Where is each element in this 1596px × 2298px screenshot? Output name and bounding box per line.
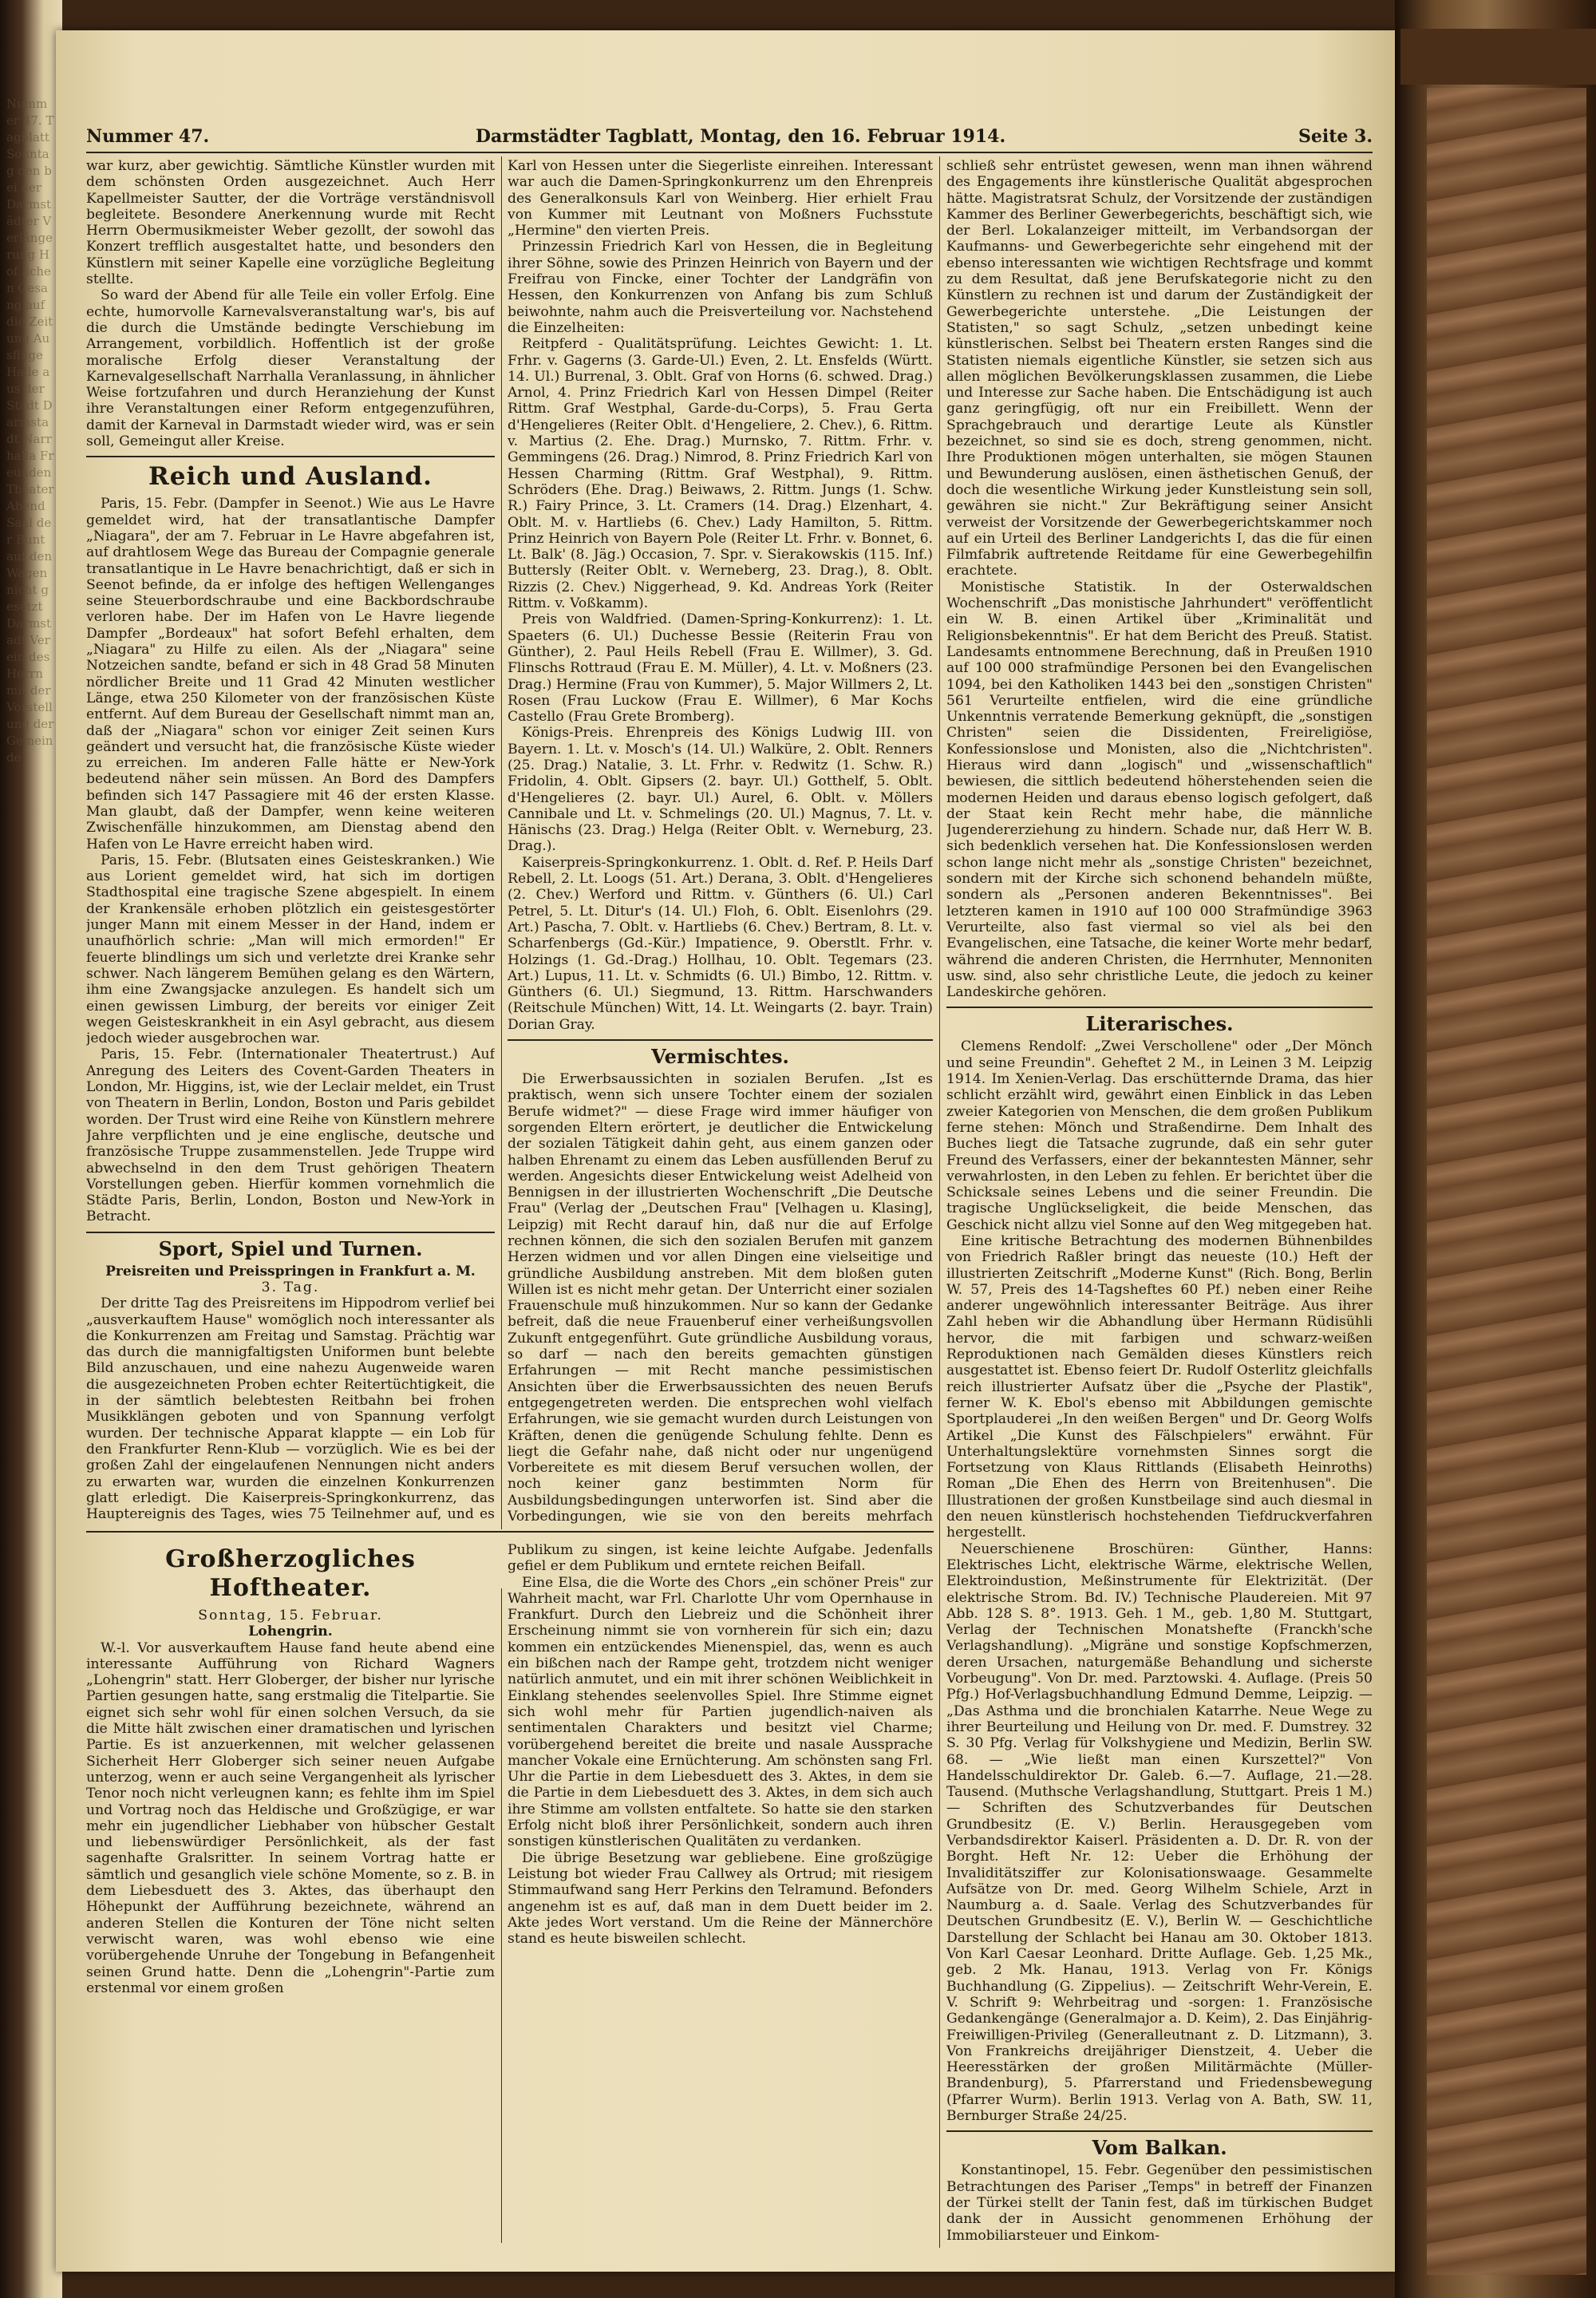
column-rule-2: [939, 156, 940, 2248]
column-2: [508, 158, 933, 1525]
article-paragraph: schließ sehr entrüstet gewesen, wenn man ihnen während des Engagements ihre künstlerische Qualität abgesprochen hätte. Magistratsrat Schulz, der Vorsitzende der zuständigen Kammer des Berliner Gewerbegerichts, beschäftigt sich, wie der Berl. Lokalanzeiger mitteilt, im Verbandsorgan der Kaufmanns- und Gewerbegerichte sehr eingehend mit der ebenso interessanten wie wichtigen Rechtsfrage und kommt zu dem Resultat, daß jene Berufskategorie nicht zu den Künstlern zu rechnen ist und darum der Zuständigkeit der Gewerbegerichte unterstehe. „Die Leistungen der Statisten," so sagt Schulz, „setzen unbedingt keine künstlerischen. Selbst bei Theatern ersten Ranges sind die Statisten niemals eigentliche Künstler, sie setzen sich aus allen möglichen Bevölkerungsklassen zusammen, die Liebe und Interesse zur Sache haben. Die Entschädigung ist auch ganz geringfügig, oft nur ein Freibillett. Wenn der Sprachgebrauch und derartige Leute als Künstler bezeichnet, so sind sie es doch, streng genommen, nicht. Ihre Produktionen mögen unterhalten, sie mögen Staunen und Bewunderung auslösen, einen ästhetischen Genuß, der doch die wesentliche Wirkung jeder Kunstleistung sein soll, gewähren sie nicht." Zur Bekräftigung seiner Ansicht verweist der Vorsitzende der Gewerbegerichtskammer noch auf ein Urteil des Berliner Landgerichts I, das die für einen Filmfabrik auftretende Reitdame für eine Gewerbegehilfin erachtete.: [946, 158, 1373, 579]
section-divider: [946, 1007, 1373, 1008]
sport-subtitle: Preisreiten und Preisspringen in Frankfurt a. M.: [105, 1263, 476, 1280]
literary-item: Eine kritische Betrachtung des modernen Bühnenbildes von Friedrich Raßler bringt das neueste (10.) Heft der illustrierten Zeitschrift „Moderne Kunst" (Rich. Bong, Berlin W. 57, Preis des 14-Tagsheftes 60 Pf.) neben einer Reihe anderer ungewöhnlich interessanter Beiträge. Aus ihrer Zahl heben wir die Abhandlung über Hermann Rüdisühli hervor, die mit farbigen und schwarz-weißen Reproduktionen nach Gemälden dieses Künstlers reich ausgestattet ist. Ebenso feiert Dr. Rudolf Osterlitz gleichfalls reich illustrierter Aufsatz über die „Psyche der Plastik", ferner W. K. Ebol's ebenso mit Abbildungen gemischte Sportplauderei „In den weißen Bergen" und Dr. Georg Wolfs Artikel „Die Kunst des Fälschpielers" erwähnt. Für Unterhaltungslektüre vornehmsten Sinnes sorgt die Fortsetzung von Klaus Rittlands (Elisabeth Heinroths) Roman „Die Ehen des Herrn von Breitenhusen". Die Illustrationen der großen Kunstbeilage sind auch diesmal in den neuen künstlerisch hochstehenden Tiefdruckverfahren hergestellt.: [946, 1233, 1373, 1541]
results-list: Reitpferd - Qualitätsprüfung. Leichtes Gewicht: 1. Lt. Frhr. v. Gagerns (3. Garde-Ul.) Even, 2. Lt. Ensfelds (Württ. 14. Ul.) Burrenal, 3. Oblt. Graf von Horns (6. schwed. Drag.) Arnol, 4. Prinz Friedrich Karl von Hessen Dimpel (Reiter Rittm. Graf Westphal, Garde-du-Corps), 5. Frau Gerta d'Hengelieres (Reiter Oblt. d'Hengeliere, 2. Chev.), 6. Rittm. v. Martius (2. Ehe. Drag.) Murnsko, 7. Rittm. Frhr. v. Gemmingens (26. Drag.) Nimrod, 8. Prinz Friedrich Karl von Hessen Charming (Rittm. Graf Westphal), 9. Rittm. Schröders (Ehe. Drag.) Beiwaws, 2. Rittm. Jungs (1. Schw. R.) Fairy Prince, 3. Lt. Cramers (14. Drag.) Elzenhart, 4. Oblt. M. v. Hartliebs (6. Chev.) Lady Hamilton, 5. Rittm. Prinz Heinrich von Bayern Pole (Reiter Lt. Frhr. v. Bonnet, 6. Lt. Balk' (8. Jäg.) Occasion, 7. Spr. v. Sierakowskis (115. Inf.) Buttersly (Reiter Oblt. v. Werneberg, 23. Drag.), 8. Oblt. Rizzis (2. Chev.) Niggerhead, 9. Kd. Andreas York (Reiter Rittm. v. Voßkamm).: [508, 336, 933, 612]
section-title-vom-balkan: Vom Balkan.: [1092, 2136, 1227, 2160]
marbled-cover: [1427, 88, 1586, 2275]
theater-date: Sonntag, 15. Februar.: [198, 1608, 383, 1624]
balkan-item: Konstantinopel, 15. Febr. Gegenüber den pessimistischen Betrachtungen des Pariser „Temps" in betreff der Finanzen der Türkei stellt der Tanin fest, daß im türkischen Budget dank der in Aussicht genommenen Erhöhung der Immobiliarsteuer und Einkom-: [946, 2162, 1373, 2243]
misc-item: Die Erwerbsaussichten in sozialen Berufen. „Ist es praktisch, wenn sich unsere Tochter einem der sozialen Berufe widmet?" — diese Frage wird immer häufiger von sorgenden Eltern erörtert, je deutlicher die Entwickelung der sozialen Tätigkeit dahin geht, aus einem ganzen oder halben Ehrenamt zu einem das Leben ausfüllenden Beruf zu werden. Angesichts dieser Entwickelung weist Adelheid von Bennigsen in der illustrierten Wochenschrift „Die Deutsche Frau" (Verlag der „Deutschen Frau" [Velhagen u. Klasing], Leipzig) mit Recht darauf hin, daß nur die auf Erfolge rechnen können, die sich den sozialen Berufen mit ganzem Herzen widmen und vor allen Dingen eine vielseitige und gründliche Ausbildung anstreben. Mit dem bloßen guten Willen ist es nicht mehr getan. Der Unterricht einer sozialen Frauenschule muß hinzukommen. Nur so kann der Gedanke befreit, daß die neue Frauenberuf einer verheißungsvollen Zukunft entgegenführt. Gute gründliche Ausbildung voraus, so darf — nach den bereits gemachten günstigen Erfahrungen — mit Recht manche pessimistischen Ansichten über die Erwerbsaussichten des neuen Berufs entgegengetreten werden. Die entsprechen wohl vielfach Erfahrungen, wie sie gemacht wurden durch Leistungen von Kräften, denen die genügende Schulung fehlte. Denn es liegt die Gefahr nahe, daß nicht oder nur ungenügend Vorbereitete es mit diesem Beruf versuchen wollen, der noch keiner ganz bestimmten Norm für Ausbildungsbedingungen unterworfen ist. Sind aber die Vorbedingungen, wie sie von den bereits mehrfach: [508, 1071, 933, 1525]
literary-item: Clemens Rendolf: „Zwei Verschollene" oder „Der Mönch und seine Freundin". Geheftet 2 M., in Leinen 3 M. Leipzig 1914. Im Xenien-Verlag. Das erschütternde Drama, das hier schlicht erzählt wird, gewährt einen Einblick in das Leben zweier Kategorien von Menschen, die dem großen Publikum ferne stehen: Mönch und Straßendirne. Dem Inhalt des Buches liegt die Tatsache zugrunde, daß ein sehr guter Freund des Verfassers, einer der bekanntesten Männer, sehr verwahrlosten, in den Leben zu fehlen. Er berichtet über die Schicksale seines Lebens und die seiner Freundin. Die tragische Unglückseligkeit, die beide Menschen, das Geschick nicht allzu viel Sonne auf den Weg mitgegeben hat.: [946, 1038, 1373, 1233]
article-paragraph: So ward der Abend für alle Teile ein voller Erfolg. Eine echte, humorvolle Karnevalsveranstaltung war's, bis auf die durch die Umstände bedingte Verschiebung im Arrangement, vorbildlich. Hoffentlich ist der große moralische Erfolg dieser Veranstaltung der Karnevalgesellschaft Narrhalla Veranlassung, in ähnlicher Weise fortzufahren und durch Heranziehung der Kunst ihre Veranstaltungen einer Reform entgegenzuführen, damit der Karneval in Darmstadt wieder wird, was er sein soll, Gemeingut aller Kreise.: [86, 287, 495, 450]
sport-report: Der dritte Tag des Preisreitens im Hippodrom verlief bei „ausverkauftem Hause" womöglich noch interessanter als die Konkurrenzen am Freitag und Samstag. Prächtig war das durch die mannigfaltigsten Uniformen bunt belebte Bild anzuschauen, und eine nahezu Augenweide waren die ausgezeichneten Proben echter Reitertüchtigkeit, die in der sämtlich belebtesten Reitbahn bei frohen Musikklängen geboten und von Spannung verfolgt wurden. Der technische Apparat klappte — ein Lob für den Frankfurter Renn-Klub — vorzüglich. Wie es bei der großen Zahl der eingelaufenen Nennungen nicht anders zu erwarten war, wurden die einzelnen Konkurrenzen glatt erledigt. Die Kaiserpreis-Springkonkurrenz, das Hauptereignis des Tages, wies 75 Teilnehmer auf, und es: [86, 1295, 495, 1523]
page-header: [86, 120, 1373, 153]
news-item: Paris, 15. Febr. (Internationaler Theatertrust.) Auf Anregung des Leiters des Covent-Garden Theaters in London, Mr. Higgins, ist, wie der Leclair meldet, ein Trust von Theatern in Berlin, London, Boston und Paris gebildet worden. Der Trust wird eine Reihe von Künstlern mehrere Jahre verpflichten und je eine englische, deutsche und französische Truppe zusammenstellen. Jede Truppe wird abwechselnd in den dem Trust gehörigen Theatern Vorstellungen geben. Hierfür kommen vornehmlich die Städte Paris, Berlin, London, Boston und New-York in Betracht.: [86, 1046, 495, 1225]
issue-number: Nummer 47.: [86, 126, 210, 147]
section-divider: [508, 1039, 933, 1041]
column-rule-1: [501, 156, 502, 1529]
theater-block-right: [508, 1542, 933, 2245]
article-paragraph: Monistische Statistik. In der Osterwaldschen Wochenschrift „Das monistische Jahrhundert" veröffentlicht ein W. B. einen Artikel über „Kriminalität und Religionsbekenntnis". Er hat dem Bericht des Preuß. Statist. Landesamts entnommene Berechnung, daß in Preußen 1910 auf 100 000 strafmündige Personen bei den Evangelischen 1094, bei den Katholiken 1443 bei den „sonstigen Christen" 561 Verurteilte entfielen, wird die eine gründliche Unkenntnis verratende Bemerkung geknüpft, die „sonstigen Christen" seien die Dissidenten, Freireligiöse, Konfessionslose und Monisten, also die „Nichtchristen". Hieraus wird dann „logisch" und „wissenschaftlich" bewiesen, die sittlich bedeutend höherstehenden seien die modernen Heiden und daraus ebenso logisch gefolgert, daß der Staat kein Recht mehr habe, die männliche Jugendererziehung zu hindern. Schade nur, daß Herr W. B. sich bedenklich versehen hat. Die Konfessionslosen werden schon lange nicht mehr als „sonstige Christen" bezeichnet, sondern mit der Kirche sich schonend behandeln müßte, sondern als „Personen anderen Bekenntnisses". Bei letzteren kamen in 1910 auf 100 000 Strafmündige 3963 Verurteilte, also fast viermal so viel als bei den Evangelischen, eine Tatsache, die keiner Worte mehr bedarf, während die anderen Christen, die Herrnhuter, Mennoniten usw. sind, also sehr christliche Leute, die jedoch zu keiner Landeskirche gehören.: [946, 579, 1373, 1001]
column-rule-3: [501, 1588, 502, 2243]
news-item: Paris, 15. Febr. (Dampfer in Seenot.) Wie aus Le Havre gemeldet wird, hat der transatlantische Dampfer „Niagara", der am 7. Februar in Le Havre abgefahren ist, auf drahtlosem Wege das Bureau der Compagnie generale transatlantique in Le Havre benachrichtigt, daß er sich in Seenot befinde, da er infolge des heftigen Wellenganges seine Steuerbordschraube und eine Backbordschraube verloren habe. Der im Hafen von Le Havre liegende Dampfer „Bordeaux" hat sofort Befehl erhalten, dem „Niagara" zu Hilfe zu eilen. Als der „Niagara" seine Notzeichen sandte, befand er sich in 48 Grad 58 Minuten nördlicher Breite und 11 Grad 42 Minuten westlicher Länge, etwa 250 Kilometer von der französischen Küste entfernt. Auf dem Bureau der Gesellschaft nimmt man an, daß der „Niagara" schon vor einiger Zeit seinen Kurs geändert und versucht hat, die französische Küste wieder zu erreichen. Im anderen Falle hätte er New-York bedeutend näher sein müssen. An Bord des Dampfers befinden sich 147 Passagiere mit 46 der ersten Klasse. Man glaubt, daß der Dampfer, wenn keine weiteren Zwischenfälle hinzukommen, am Dienstag abend den Hafen von Le Havre erreicht haben wird.: [86, 496, 495, 852]
section-title-literarisches: Literarisches.: [1085, 1012, 1234, 1036]
section-divider: [946, 2130, 1373, 2132]
theater-top-rule: [86, 1531, 934, 1533]
theater-review: W.-l. Vor ausverkauftem Hause fand heute abend eine interessante Aufführung von Richard Wagners „Lohengrin" statt. Herr Globerger, der bisher nur lyrische Partien gesungen hatte, sang erstmalig die Titelpartie. Sie eignet sich sehr wohl für einen solchen Versuch, da sie die Mitte hält zwischen einer dramatischen und lyrischen Partie. Es ist anzuerkennen, mit welcher gelassenen Sicherheit Herr Globerger sich seiner neuen Aufgabe unterzog, wenn er auch seine Vergangenheit als lyrischer Tenor noch nicht verleugnen kann; es fehlte ihm im Spiel und Vortrag noch das Heldische und Großzügige, er war mehr ein jugendlicher Liebhaber von hübscher Gestalt und liebenswürdiger Persönlichkeit, als der fast sagenhafte Gralsritter. In seinem Vortrag hatte er sämtlich und gesanglich viele schöne Momente, so z. B. in dem Liebesduett des 3. Aktes, das überhaupt den Höhepunkt der Aufführung bezeichnete, während an anderen Stellen die Konturen der Töne nicht selten verwischt waren, was wohl ebenso wie eine vorübergehende Unruhe der Tongebung in Befangenheit seinen Grund hatte. Denn die „Lohengrin"-Partie zum erstenmal vor einem großen: [86, 1639, 495, 1996]
column-3: [946, 158, 1373, 2243]
section-title-hoftheater: Großherzogliches Hoftheater.: [165, 1545, 416, 1602]
results-list: Preis von Waldfried. (Damen-Spring-Konkurrenz): 1. Lt. Spaeters (6. Ul.) Duchesse Bessie (Reiterin Frau von Günther), 2. Paul Heils Rebell (Frau E. Willmer), 3. Gd. Flinschs Rottraud (Frau E. M. Müller), 4. Lt. v. Moßners (23. Drag.) Hermine (Frau von Kummer), 5. Major Willmers 2, Lt. Rosen (Frau Luckow (Frau E. Willmer), 6 Mar Kochs Castello (Frau Grete Bromberg).: [508, 611, 933, 726]
theater-play-title: Lohengrin.: [248, 1624, 333, 1640]
column-1: [86, 158, 495, 1523]
theater-review-paragraph: Eine Elsa, die die Worte des Chors „ein schöner Preis" zur Wahrheit macht, war Frl. Charlotte Uhr vom Opernhause in Frankfurt. Durch den Liebreiz und die Schönheit ihrer Erscheinung nimmt sie von vornherein für sich ein; dazu kommen ein entzückendes Mienenspiel, das, wenn es auch ein bißchen nach der Rampe geht, trotzdem nicht weniger natürlich anmutet, und ein mit ihrer schönen Weiblichkeit in Einklang stehendes seelenvolles Spiel. Ihre Stimme eignet sich wohl mehr für Partien jugendlich-naiven als sentimentalen Charakters und besitzt viel Charme; vorübergehend bereitet die breite und nasale Aussprache mancher Vokale eine Ernüchterung. Am schönsten sang Frl. Uhr die Partie in dem Liebesduett des 3. Aktes, in dem sie die Partie in dem Liebesduett des 3. Aktes, in dem sich auch ihre Stimme am vollsten entfaltete. So hatte sie den starken Erfolg nicht bloß ihrer Persönlichkeit, sondern auch ihren sonstigen künstlerischen Qualitäten zu verdanken.: [508, 1574, 933, 1850]
page-number: Seite 3.: [1298, 126, 1373, 147]
section-divider: [86, 456, 495, 457]
adjacent-page-edge-text: Nummer 47. Tagblatt Sonntag den bei der Darmstädter Verlängerung Hof lichen Gesang auf die Zeitung Ausflüge Halle aus der Stadt Darmstadt Narrhalla Freunden Theater Abend Saal der Bunt auf den Wagen nicht gesetzt Darmstadt Verein des Herrn mit der Vorstellung der Gemeinde: [6, 97, 54, 765]
sport-report-paragraph: Prinzessin Friedrich Karl von Hessen, die in Begleitung ihrer Söhne, sowie des Prinzen Heinrich von Bayern und der Freifrau von Fincke, einer Tochter der Landgräfin von Hessen, den Konkurrenzen von Anfang bis zum Schluß beiwohnte, nahm auch die Preisverteilung vor. Nachstehend die Einzelheiten:: [508, 239, 933, 336]
book-binding-left: [0, 0, 62, 2298]
section-title-reich-und-ausland: Reich und Ausland.: [148, 462, 433, 492]
literary-item: Neuerschienene Broschüren: Günther, Hanns: Elektrisches Licht, elektrische Wärme, elektrische Wellen, Elektroindustion, Meßinstrumente für Elektrizität. (Der elektrische Strom. Bd. IV.) Technische Plaudereien. Mit 97 Abb. 128 S. 8°. 1913. Geh. 1 M., geb. 1,80 M. Stuttgart, Verlag der Technischen Monatshefte (Franckh'sche Verlagshandlung). „Migräne und sonstige Kopfschmerzen, deren Ursachen, naturgemäße Behandlung und sicherste Vorbeugung". Von Dr. med. Parztowski. 4. Auflage. (Preis 50 Pfg.) Hof-Verlagsbuchhandlung Edmund Demme, Leipzig. — „Das Asthma und die bronchialen Katarrhe. Neue Wege zu ihrer Beurteilung und Heilung von Dr. med. F. Dumstrey. 32 S. 30 Pfg. Verlag für Volkshygiene und Medizin, Berlin SW. 68. — „Wie ließt man einen Kurszettel?" Von Handelsschuldirektor Dr. Galeb. 6.—7. Auflage, 21.—28. Tausend. (Muthsche Verlagshandlung, Stuttgart. Preis 1 M.) — Schriften des Schutzverbandes für Deutschen Grundbesitz (E. V.) Berlin. Herausgegeben vom Verbandsdirektor Kaiserl. Präsidenten a. D. Dr. R. von der Borght. Heft Nr. 12: Ueber die Erhöhung der Invaliditätsziffer zur Kolonisationswaage. Gesammelte Aufsätze von Dr. med. Georg Wilhelm Schiele, Arzt in Naumburg a. d. Saale. Verlag des Schutzverbandes für Deutschen Grundbesitz (E. V.), Berlin W. — Geschichtliche Darstellung der Schlacht bei Hanau am 30. Oktober 1813. Von Karl Caesar Leonhard. Dritte Auflage. Geb. 1,25 Mk., geb. 2 Mk. Hanau, 1913. Verlag von Fr. Königs Buchhandlung (G. Zippelius). — Zeitschrift Wehr-Verein, E. V. Schrift 9: Wehrbeitrag und -sorgen: 1. Französische Gedankengänge (Generalmajor a. D. Keim), 2. Das Einjährig-Freiwilligen-Privileg (Generalleutnant z. D. Litzmann), 3. Von Frankreichs dreijähriger Dienstzeit, 4. Ueber die Heeresstärken der großen Militärmächte (Müller-Brandenburg), 5. Pfarrerstand und Friedensbewegung (Pfarrer Wurm). Berlin 1913. Verlag von A. Bath, SW. 11, Bernburger Straße 24/25.: [946, 1541, 1373, 2125]
section-title-sport: Sport, Spiel und Turnen.: [158, 1236, 423, 1260]
theater-review-continued: Publikum zu singen, ist keine leichte Aufgabe. Jedenfalls gefiel er dem Publikum und erntete reichen Beifall.: [508, 1542, 933, 1575]
results-list: Königs-Preis. Ehrenpreis des Königs Ludwig III. von Bayern. 1. Lt. v. Mosch's (14. Ul.) Walküre, 2. Oblt. Renners (25. Drag.) Natalie, 3. Lt. Frhr. v. Redwitz (1. Schw. R.) Fridolin, 4. Oblt. Gipsers (2. bayr. Ul.) Gotthelf, 5. Oblt. d'Hengelieres (2. bayr. Ul.) Aurel, 6. Oblt. v. Möllers Cannibale und Lt. v. Schmelings (20. Ul.) Magnus, 7. Lt. v. Hänischs (23. Drag.) Helga (Reiter Oblt. v. Werneburg, 23. Drag.).: [508, 725, 933, 855]
section-title-vermischtes: Vermischtes.: [651, 1045, 789, 1069]
news-item: Paris, 15. Febr. (Blutsaten eines Geisteskranken.) Wie aus Lorient gemeldet wird, hat sich im dortigen Stadthospital eine tragische Szene abgespielt. In einem der Krankensäle erhoben plötzlich ein geistesgestörter junger Mann mit einem Messer in der Hand, indem er unaufhörlich schrie: „Man will mich ermorden!" Er feuerte blindlings um sich und verletzte drei Kranke sehr schwer. Nach längerem Bemühen gelang es den Wärtern, ihm eine Zwangsjacke anzulegen. Es handelt sich um einen gewissen Limburg, der bereits vor einiger Zeit wegen Geisteskrankheit in ein Asyl gebracht, aus diesem jedoch wieder ausgebrochen war.: [86, 852, 495, 1047]
masthead-line: Darmstädter Tagblatt, Montag, den 16. Februar 1914.: [475, 126, 1006, 147]
theater-review-paragraph: Die übrige Besetzung war gebliebene. Eine großzügige Leistung bot wieder Frau Callwey als Ortrud; mit riesigem Stimmaufwand sang Herr Perkins den Telramund. Befonders angenehm ist es auf, daß man in dem Duett beider im 2. Akte jedes Wort verstand. Um die Reine der Männerchöre stand es heute bisweilen schlecht.: [508, 1849, 933, 1948]
article-paragraph: war kurz, aber gewichtig. Sämtliche Künstler wurden mit dem schönsten Orden ausgezeichnet. Auch Herr Kapellmeister Sautter, der die Vorträge verständnisvoll begleitete. Besondere Anerkennung wurde mit Recht Herrn Obermusikmeister Weber gezollt, der sowohl das Konzert trefflich ausgestaltet hatte, und besonders den Künstlern mit seiner Kapelle eine vorzügliche Begleitung stellte.: [86, 158, 495, 288]
sport-report-continued: Karl von Hessen unter die Siegerliste einreihen. Interessant war auch die Damen-Springkonkurrenz um den Ehrenpreis des Generalkonsuls Karl von Weinberg. Hier erhielt Frau von Kummer mit Leutnant von Moßners Fuchsstute „Hermine" den vierten Preis.: [508, 158, 933, 239]
theater-block-left: [86, 1542, 495, 2245]
sport-day: 3. Tag.: [261, 1280, 320, 1295]
section-divider: [86, 1232, 495, 1233]
results-list: Kaiserpreis-Springkonkurrenz. 1. Oblt. d. Ref. P. Heils Darf Rebell, 2. Lt. Loogs (51. Art.) Derana, 3. Oblt. d'Hengelieres (2. Chev.) Werford und Rittm. v. Günthers (6. Ul.) Carl Petrel, 5. Lt. Ditur's (14. Ul.) Floh, 6. Oblt. Eisenlohrs (29. Art.) Pascha, 7. Oblt. v. Hartliebs (6. Chev.) Bertram, 8. Lt. v. Scharfenbergs (Gd.-Kür.) Impatience, 9. Oberstlt. Frhr. v. Holzings (1. Gd.-Drag.) Hollhau, 10. Oblt. Tegemars (23. Art.) Lupus, 11. Lt. v. Schmidts (6. Ul.) Bimbo, 12. Rittm. v. Günthers (6. Ul.) Siegmund, 13. Rittm. Harschwanders (Reitschule München) Witt, 14. Lt. Weingarts (2. bayr. Train) Dorian Gray.: [508, 854, 933, 1033]
spine-band: [1400, 29, 1596, 85]
